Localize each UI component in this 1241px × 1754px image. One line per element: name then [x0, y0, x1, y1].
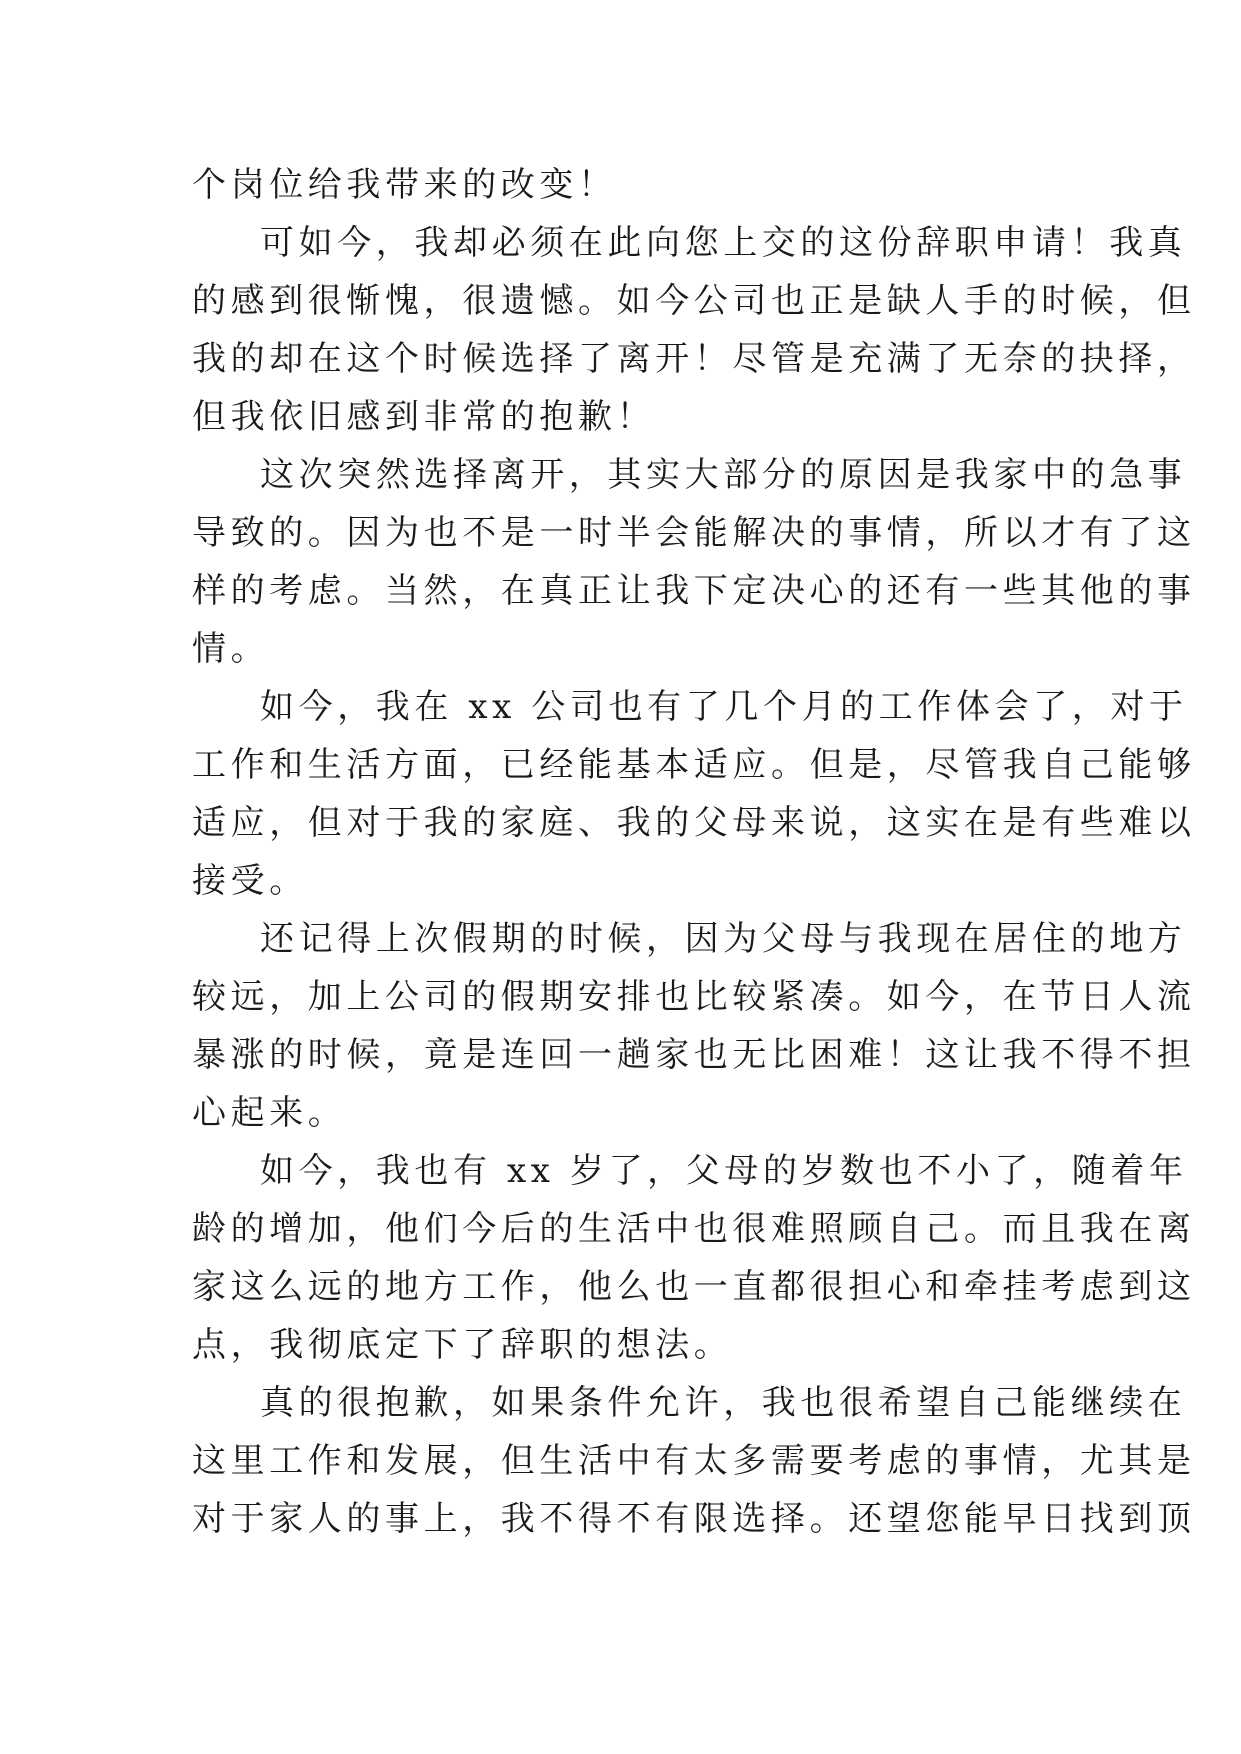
text-line: 如今，我也有 xx 岁了，父母的岁数也不小了，随着年 — [260, 1151, 1188, 1191]
paragraph — [192, 1374, 1196, 1548]
text-line: 暴涨的时候，竟是连回一趟家也无比困难！这让我不得不担 — [192, 1035, 1196, 1075]
text-line: 真的很抱歉，如果条件允许，我也很希望自己能继续在 — [260, 1383, 1187, 1423]
text-line: 接受。 — [192, 861, 308, 901]
text-line: 这次突然选择离开，其实大部分的原因是我家中的急事 — [260, 455, 1187, 495]
text-line: 对于家人的事上，我不得不有限选择。还望您能早日找到顶 — [192, 1499, 1196, 1539]
text-line: 的感到很惭愧，很遗憾。如今公司也正是缺人手的时候，但 — [192, 281, 1196, 321]
text-line: 情。 — [192, 629, 270, 669]
paragraph — [192, 678, 1196, 910]
paragraph — [192, 446, 1196, 678]
paragraph — [192, 910, 1196, 1142]
text-line: 工作和生活方面，已经能基本适应。但是，尽管我自己能够 — [192, 745, 1196, 785]
text-line: 导致的。因为也不是一时半会能解决的事情，所以才有了这 — [192, 513, 1196, 553]
text-line: 如今，我在 xx 公司也有了几个月的工作体会了，对于 — [260, 687, 1188, 727]
text-line: 样的考虑。当然，在真正让我下定决心的还有一些其他的事 — [192, 571, 1196, 611]
paragraph — [192, 1142, 1196, 1374]
text-line: 较远，加上公司的假期安排也比较紧凑。如今，在节日人流 — [192, 977, 1196, 1017]
text-line: 这里工作和发展，但生活中有太多需要考虑的事情，尤其是 — [192, 1441, 1196, 1481]
paragraph — [192, 214, 1196, 446]
text-line: 还记得上次假期的时候，因为父母与我现在居住的地方 — [260, 919, 1187, 959]
text-line: 但我依旧感到非常的抱歉！ — [192, 397, 656, 437]
paragraph — [192, 156, 1052, 214]
text-line: 心起来。 — [192, 1093, 347, 1133]
text-line: 可如今，我却必须在此向您上交的这份辞职申请！我真 — [260, 223, 1187, 263]
text-line: 家这么远的地方工作，他么也一直都很担心和牵挂考虑到这 — [192, 1267, 1196, 1307]
document-body — [192, 156, 1196, 1548]
text-line: 龄的增加，他们今后的生活中也很难照顾自己。而且我在离 — [192, 1209, 1196, 1249]
text-line: 适应，但对于我的家庭、我的父母来说，这实在是有些难以 — [192, 803, 1196, 843]
text-line: 我的却在这个时候选择了离开！尽管是充满了无奈的抉择， — [192, 339, 1196, 379]
text-line: 点，我彻底定下了辞职的想法。 — [192, 1325, 733, 1365]
text-line: 个岗位给我带来的改变！ — [192, 165, 617, 205]
